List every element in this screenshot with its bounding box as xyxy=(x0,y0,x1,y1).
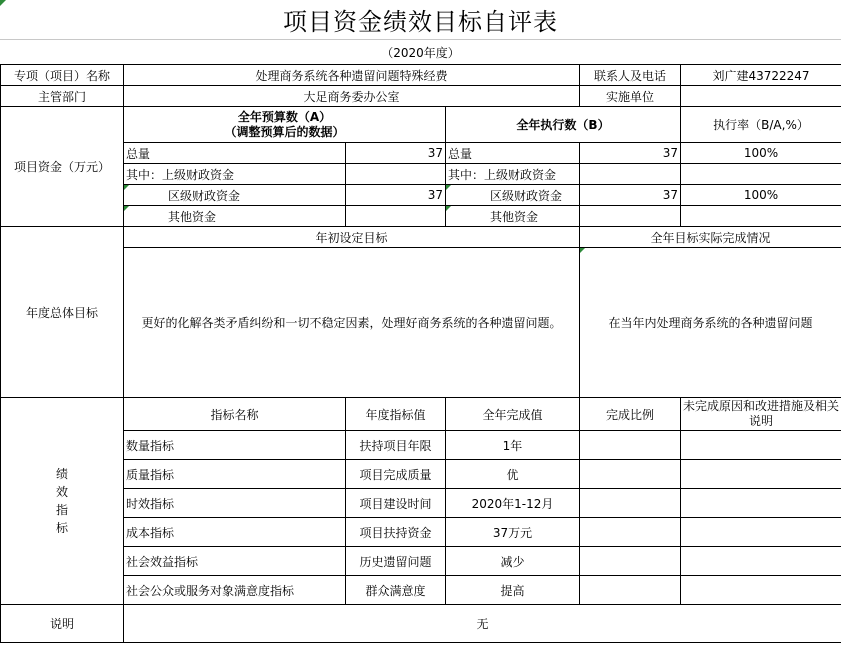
indicator-ratio[interactable] xyxy=(580,489,681,518)
exec-total-label: 总量 xyxy=(446,143,580,164)
indicator-reason[interactable] xyxy=(681,460,841,489)
unit-cell[interactable] xyxy=(681,86,841,107)
table-row xyxy=(1,489,841,518)
indicator-ratio[interactable] xyxy=(580,547,681,576)
budget-other-value[interactable] xyxy=(346,206,446,227)
indicator-reason[interactable] xyxy=(681,547,841,576)
indicator-target-header: 年度指标值 xyxy=(346,398,446,431)
project-name-label: 专项（项目）名称 xyxy=(1,65,124,86)
indicator-ratio[interactable] xyxy=(580,576,681,605)
indicator-name-header: 指标名称 xyxy=(124,398,346,431)
indicators-label-char-3: 指 xyxy=(55,503,68,517)
rate-upper-value[interactable] xyxy=(681,164,841,185)
indicator-ratio-header: 完成比例 xyxy=(580,398,681,431)
indicator-done-header: 全年完成值 xyxy=(446,398,580,431)
budget-other-label: 其他资金 xyxy=(124,206,346,227)
funds-row-label: 项目资金（万元） xyxy=(1,107,124,227)
indicators-label-char-1: 绩 xyxy=(55,467,68,481)
indicators-label-char-2: 效 xyxy=(55,485,68,499)
exec-district-value[interactable]: 37 xyxy=(580,185,681,206)
budget-district-label: 区级财政资金 xyxy=(124,185,346,206)
indicator-reason[interactable] xyxy=(681,518,841,547)
indicator-target[interactable]: 项目完成质量 xyxy=(346,460,446,489)
indicator-category: 社会效益指标 xyxy=(124,547,346,576)
indicator-ratio[interactable] xyxy=(580,518,681,547)
title-divider xyxy=(0,39,841,40)
indicator-category: 时效指标 xyxy=(124,489,346,518)
exec-upper-label: 其中：上级财政资金 xyxy=(446,164,580,185)
indicator-done[interactable]: 1年 xyxy=(446,431,580,460)
table-row xyxy=(1,547,841,576)
indicator-category: 成本指标 xyxy=(124,518,346,547)
table-row xyxy=(1,431,841,460)
indicator-category: 社会公众或服务对象满意度指标 xyxy=(124,576,346,605)
exec-upper-value[interactable] xyxy=(580,164,681,185)
budget-upper-label: 其中：上级财政资金 xyxy=(124,164,346,185)
indicator-ratio[interactable] xyxy=(580,460,681,489)
indicator-category: 数量指标 xyxy=(124,431,346,460)
unit-label: 实施单位 xyxy=(580,86,681,107)
indicator-target[interactable]: 历史遗留问题 xyxy=(346,547,446,576)
note-label: 说明 xyxy=(1,605,124,643)
dept-label: 主管部门 xyxy=(1,86,124,107)
indicator-ratio[interactable] xyxy=(580,431,681,460)
rate-total-value[interactable]: 100% xyxy=(681,143,841,164)
indicator-target[interactable]: 项目扶持资金 xyxy=(346,518,446,547)
table-row xyxy=(1,460,841,489)
actual-goal-text[interactable]: 在当年内处理商务系统的各种遗留问题 xyxy=(580,248,841,398)
table-row xyxy=(1,576,841,605)
budget-total-value[interactable]: 37 xyxy=(346,143,446,164)
exec-header: 全年执行数（B） xyxy=(446,107,681,143)
initial-goal-text[interactable]: 更好的化解各类矛盾纠纷和一切不稳定因素，处理好商务系统的各种遗留问题。 xyxy=(124,248,580,398)
exec-total-value[interactable]: 37 xyxy=(580,143,681,164)
budget-header xyxy=(124,107,446,143)
indicator-reason[interactable] xyxy=(681,576,841,605)
initial-goal-header: 年初设定目标 xyxy=(124,227,580,248)
budget-header-line1: 全年预算数（A） xyxy=(237,109,332,124)
indicator-reason[interactable] xyxy=(681,489,841,518)
note-cell[interactable]: 无 xyxy=(124,605,841,643)
contact-label: 联系人及电话 xyxy=(580,65,681,86)
indicator-done[interactable]: 减少 xyxy=(446,547,580,576)
indicator-reason-header: 未完成原因和改进措施及相关说明 xyxy=(681,398,841,431)
indicator-category: 质量指标 xyxy=(124,460,346,489)
indicator-done[interactable]: 优 xyxy=(446,460,580,489)
page-title: 项目资金绩效目标自评表 xyxy=(283,8,558,36)
indicator-target[interactable]: 项目建设时间 xyxy=(346,489,446,518)
indicator-done[interactable]: 2020年1-12月 xyxy=(446,489,580,518)
rate-header: 执行率（B/A,%） xyxy=(681,107,841,143)
rate-district-value[interactable]: 100% xyxy=(681,185,841,206)
budget-header-line2: （调整预算后的数据） xyxy=(224,124,345,139)
goals-row-label: 年度总体目标 xyxy=(1,227,124,398)
indicator-done[interactable]: 37万元 xyxy=(446,518,580,547)
exec-other-value[interactable] xyxy=(580,206,681,227)
rate-other-value[interactable] xyxy=(681,206,841,227)
budget-total-label: 总量 xyxy=(124,143,346,164)
dept-cell[interactable]: 大足商务委办公室 xyxy=(124,86,580,107)
contact-cell[interactable]: 刘广建43722247 xyxy=(681,65,841,86)
indicator-target[interactable]: 群众满意度 xyxy=(346,576,446,605)
table-row xyxy=(1,518,841,547)
indicator-done[interactable]: 提高 xyxy=(446,576,580,605)
indicators-label-char-4: 标 xyxy=(55,521,68,535)
indicator-reason[interactable] xyxy=(681,431,841,460)
exec-district-label: 区级财政资金 xyxy=(446,185,580,206)
indicators-row-label xyxy=(1,398,124,605)
evaluation-table xyxy=(0,64,841,643)
exec-other-label: 其他资金 xyxy=(446,206,580,227)
actual-goal-header: 全年目标实际完成情况 xyxy=(580,227,841,248)
project-name-cell[interactable]: 处理商务系统各种遗留问题特殊经费 xyxy=(124,65,580,86)
budget-district-value[interactable]: 37 xyxy=(346,185,446,206)
indicator-target[interactable]: 扶持项目年限 xyxy=(346,431,446,460)
budget-upper-value[interactable] xyxy=(346,164,446,185)
year-subtitle: （2020年度） xyxy=(381,46,460,60)
